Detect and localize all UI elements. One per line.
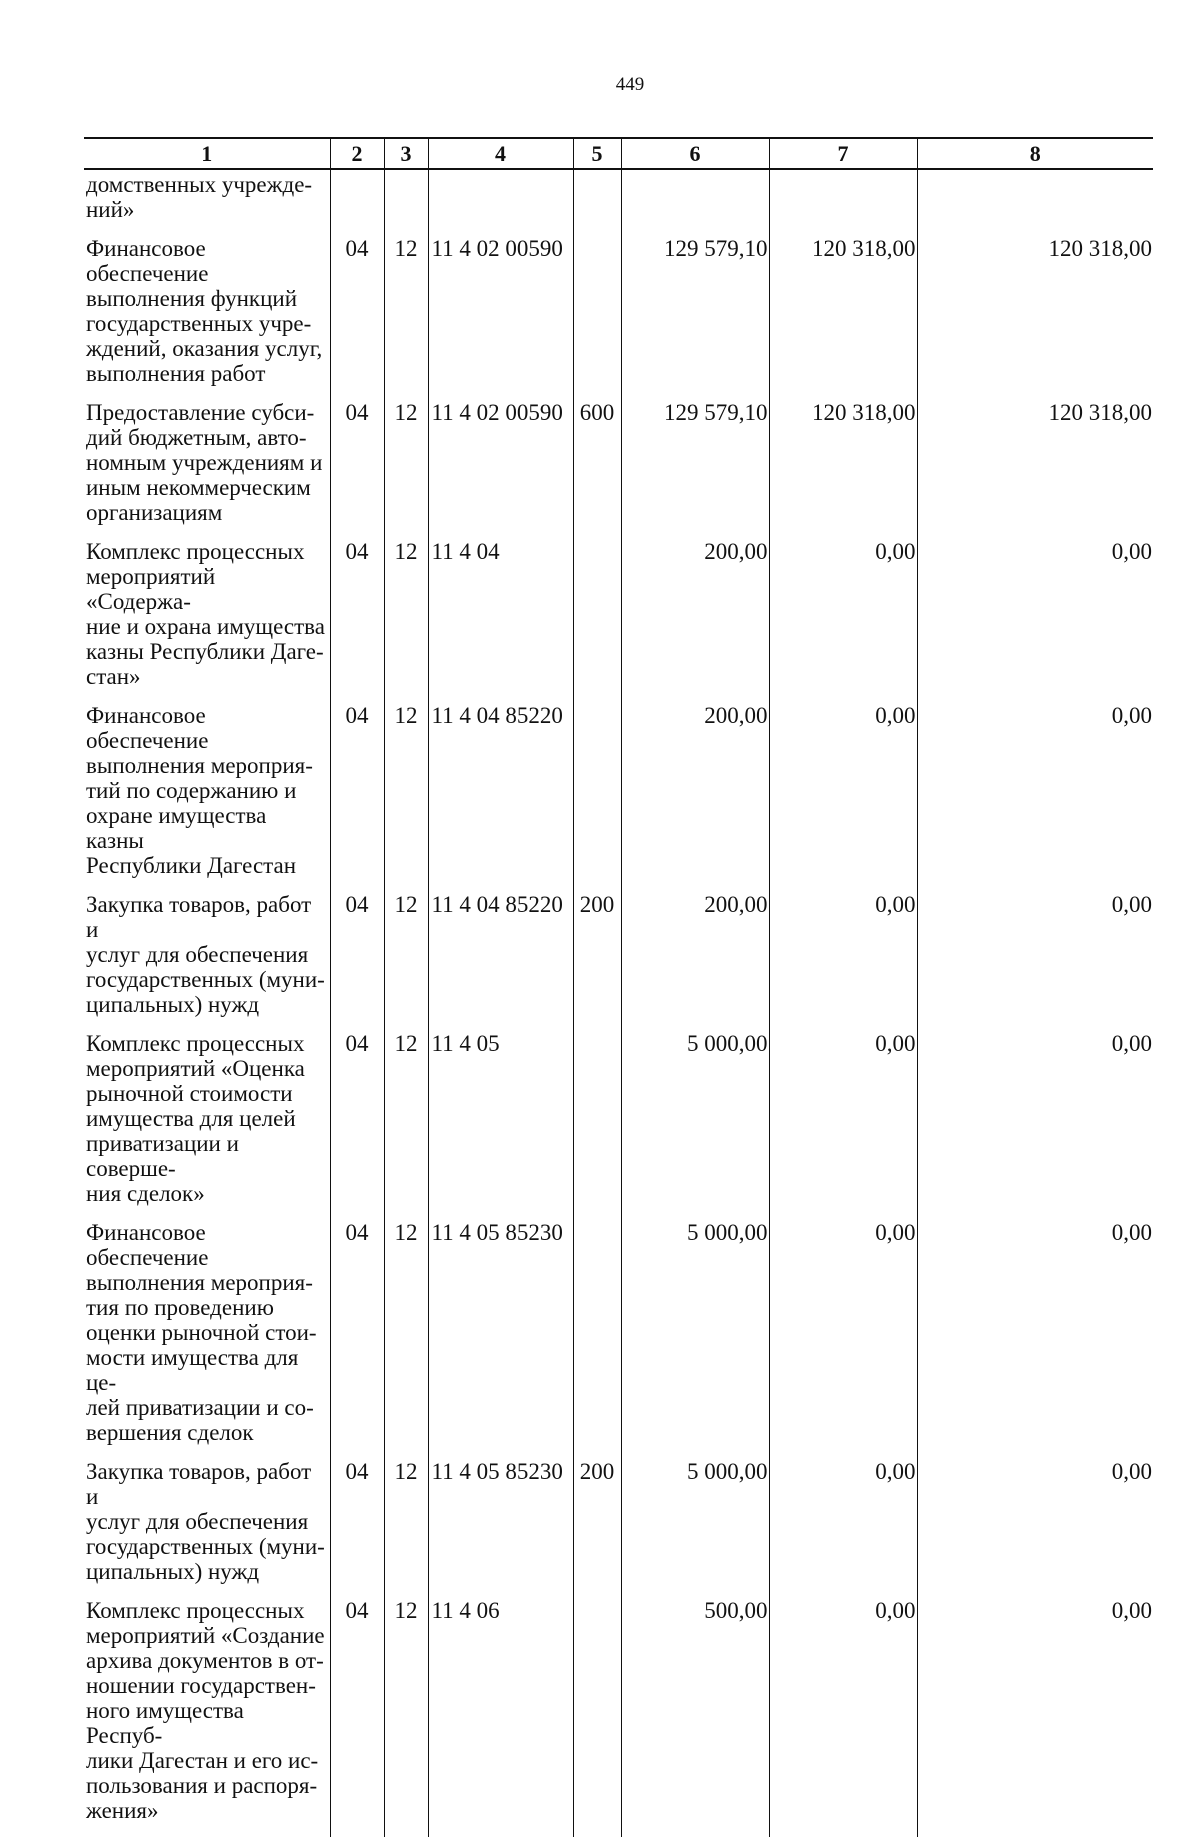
item-name-line: рыночной стоимости [86, 1081, 293, 1106]
item-name-line: услуг для обеспечения [86, 942, 309, 967]
item-name-line: государственных учре- [86, 311, 312, 336]
item-name-line: жения» [86, 1798, 159, 1823]
subsection-cell [384, 172, 428, 236]
section-cell [330, 172, 384, 236]
item-name-line: стан» [86, 664, 141, 689]
item-name-line: мероприятий «Оценка [86, 1056, 305, 1081]
page-number: 449 [615, 74, 645, 95]
column-header: 1 [84, 138, 330, 169]
table-row [84, 703, 1153, 892]
item-name-line: пользования и распоря- [86, 1773, 318, 1798]
section-cell: 04 [330, 1031, 384, 1220]
amount-col8-cell [917, 172, 1153, 236]
item-name-line: выполнения функций [86, 286, 297, 311]
item-name-cell [84, 172, 330, 236]
column-header: 7 [769, 138, 917, 169]
item-name-line: государственных (муни- [86, 1534, 325, 1559]
amount-col7-cell: 0,00 [769, 1031, 917, 1220]
item-name-line: ного имущества Респуб- [86, 1698, 244, 1748]
section-cell: 04 [330, 1459, 384, 1598]
item-name-cell [84, 539, 330, 703]
amount-col7-cell: 0,00 [769, 892, 917, 1031]
amount-col7-cell: 0,00 [769, 703, 917, 892]
table-row [84, 1598, 1153, 1837]
expense-type-cell [573, 539, 621, 703]
target-code-cell: 11 4 05 [428, 1031, 573, 1220]
item-name-line: домственных учрежде- [86, 172, 313, 197]
budget-table [84, 137, 1153, 1837]
subsection-cell: 12 [384, 703, 428, 892]
item-name-line: Республики Дагестан [86, 853, 296, 878]
item-name-line: тия по проведению [86, 1295, 274, 1320]
item-name-cell [84, 236, 330, 400]
subsection-cell: 12 [384, 539, 428, 703]
expense-type-cell: 200 [573, 892, 621, 1031]
item-name-line: тий по содержанию и [86, 778, 297, 803]
amount-col6-cell: 129 579,10 [621, 236, 769, 400]
item-name-line: ния сделок» [86, 1181, 205, 1206]
column-header: 5 [573, 138, 621, 169]
item-name-line: Закупка товаров, работ и [86, 1459, 312, 1509]
section-cell: 04 [330, 236, 384, 400]
target-code-cell: 11 4 02 00590 [428, 236, 573, 400]
amount-col6-cell: 500,00 [621, 1598, 769, 1837]
item-name-line: мероприятий «Содержа- [86, 564, 216, 614]
subsection-cell: 12 [384, 1598, 428, 1837]
item-name-line: Комплекс процессных [86, 1031, 305, 1056]
amount-col7-cell: 120 318,00 [769, 400, 917, 539]
item-name-line: мости имущества для це- [86, 1345, 299, 1395]
section-cell: 04 [330, 1220, 384, 1459]
amount-col8-cell: 0,00 [917, 892, 1153, 1031]
column-header: 4 [428, 138, 573, 169]
table-row [84, 236, 1153, 400]
item-name-line: ние и охрана имущества [86, 614, 325, 639]
subsection-cell: 12 [384, 400, 428, 539]
item-name-line: ципальных) нужд [86, 992, 260, 1017]
amount-col7-cell: 0,00 [769, 1220, 917, 1459]
amount-col8-cell: 0,00 [917, 703, 1153, 892]
amount-col8-cell: 0,00 [917, 1031, 1153, 1220]
item-name-line: дий бюджетным, авто- [86, 425, 307, 450]
amount-col7-cell: 120 318,00 [769, 236, 917, 400]
item-name-line: Финансовое обеспечение [86, 236, 209, 286]
amount-col7-cell: 0,00 [769, 1459, 917, 1598]
target-code-cell: 11 4 04 [428, 539, 573, 703]
item-name-line: имущества для целей [86, 1106, 296, 1131]
table-row [84, 172, 1153, 236]
subsection-cell: 12 [384, 1031, 428, 1220]
item-name-line: организациям [86, 500, 223, 525]
section-cell: 04 [330, 892, 384, 1031]
amount-col6-cell: 5 000,00 [621, 1031, 769, 1220]
target-code-cell: 11 4 02 00590 [428, 400, 573, 539]
column-header: 6 [621, 138, 769, 169]
table-header-row [84, 138, 1153, 169]
amount-col6-cell: 200,00 [621, 703, 769, 892]
item-name-line: казны Республики Даге- [86, 639, 324, 664]
item-name-line: Финансовое обеспечение [86, 1220, 209, 1270]
item-name-line: приватизации и соверше- [86, 1131, 239, 1181]
item-name-cell [84, 703, 330, 892]
target-code-cell: 11 4 05 85230 [428, 1220, 573, 1459]
expense-type-cell: 200 [573, 1459, 621, 1598]
amount-col8-cell: 0,00 [917, 1598, 1153, 1837]
item-name-line: лей приватизации и со- [86, 1395, 314, 1420]
amount-col8-cell: 120 318,00 [917, 236, 1153, 400]
amount-col8-cell: 0,00 [917, 1220, 1153, 1459]
column-header: 3 [384, 138, 428, 169]
expense-type-cell [573, 1598, 621, 1837]
item-name-line: ний» [86, 197, 135, 222]
column-header: 8 [917, 138, 1153, 169]
item-name-line: выполнения мероприя- [86, 1270, 313, 1295]
expense-type-cell: 600 [573, 400, 621, 539]
item-name-line: ношении государствен- [86, 1673, 316, 1698]
item-name-line: ждений, оказания услуг, [86, 336, 323, 361]
item-name-line: номным учреждениям и [86, 450, 323, 475]
section-cell: 04 [330, 400, 384, 539]
item-name-line: Комплекс процессных [86, 539, 305, 564]
item-name-cell [84, 1598, 330, 1837]
item-name-cell [84, 1031, 330, 1220]
item-name-line: ципальных) нужд [86, 1559, 260, 1584]
amount-col7-cell: 0,00 [769, 1598, 917, 1837]
table-body [84, 169, 1153, 1837]
expense-type-cell [573, 1031, 621, 1220]
target-code-cell [428, 172, 573, 236]
table-row [84, 1459, 1153, 1598]
expense-type-cell [573, 236, 621, 400]
target-code-cell: 11 4 04 85220 [428, 703, 573, 892]
table-row [84, 1220, 1153, 1459]
section-cell: 04 [330, 539, 384, 703]
item-name-line: мероприятий «Создание [86, 1623, 325, 1648]
section-cell: 04 [330, 1598, 384, 1837]
amount-col8-cell: 0,00 [917, 539, 1153, 703]
item-name-line: лики Дагестан и его ис- [86, 1748, 319, 1773]
subsection-cell: 12 [384, 892, 428, 1031]
amount-col8-cell: 120 318,00 [917, 400, 1153, 539]
target-code-cell: 11 4 04 85220 [428, 892, 573, 1031]
amount-col6-cell: 200,00 [621, 539, 769, 703]
item-name-line: услуг для обеспечения [86, 1509, 309, 1534]
item-name-line: выполнения работ [86, 361, 266, 386]
item-name-line: выполнения мероприя- [86, 753, 313, 778]
item-name-cell [84, 892, 330, 1031]
item-name-line: вершения сделок [86, 1420, 254, 1445]
subsection-cell: 12 [384, 1220, 428, 1459]
amount-col6-cell: 129 579,10 [621, 400, 769, 539]
item-name-line: Финансовое обеспечение [86, 703, 209, 753]
amount-col6-cell: 5 000,00 [621, 1459, 769, 1598]
item-name-line: оценки рыночной стои- [86, 1320, 317, 1345]
amount-col6-cell [621, 172, 769, 236]
item-name-line: Комплекс процессных [86, 1598, 305, 1623]
subsection-cell: 12 [384, 1459, 428, 1598]
table-row [84, 400, 1153, 539]
target-code-cell: 11 4 06 [428, 1598, 573, 1837]
amount-col7-cell: 0,00 [769, 539, 917, 703]
amount-col8-cell: 0,00 [917, 1459, 1153, 1598]
expense-type-cell [573, 703, 621, 892]
amount-col6-cell: 5 000,00 [621, 1220, 769, 1459]
item-name-cell [84, 1220, 330, 1459]
item-name-line: Закупка товаров, работ и [86, 892, 312, 942]
amount-col6-cell: 200,00 [621, 892, 769, 1031]
expense-type-cell [573, 172, 621, 236]
table-row [84, 1031, 1153, 1220]
target-code-cell: 11 4 05 85230 [428, 1459, 573, 1598]
subsection-cell: 12 [384, 236, 428, 400]
expense-type-cell [573, 1220, 621, 1459]
table-row [84, 539, 1153, 703]
table-row [84, 892, 1153, 1031]
item-name-line: иным некоммерческим [86, 475, 311, 500]
section-cell: 04 [330, 703, 384, 892]
item-name-line: Предоставление субси- [86, 400, 315, 425]
item-name-cell [84, 1459, 330, 1598]
amount-col7-cell [769, 172, 917, 236]
item-name-cell [84, 400, 330, 539]
item-name-line: государственных (муни- [86, 967, 325, 992]
column-header: 2 [330, 138, 384, 169]
item-name-line: архива документов в от- [86, 1648, 324, 1673]
item-name-line: охране имущества казны [86, 803, 267, 853]
